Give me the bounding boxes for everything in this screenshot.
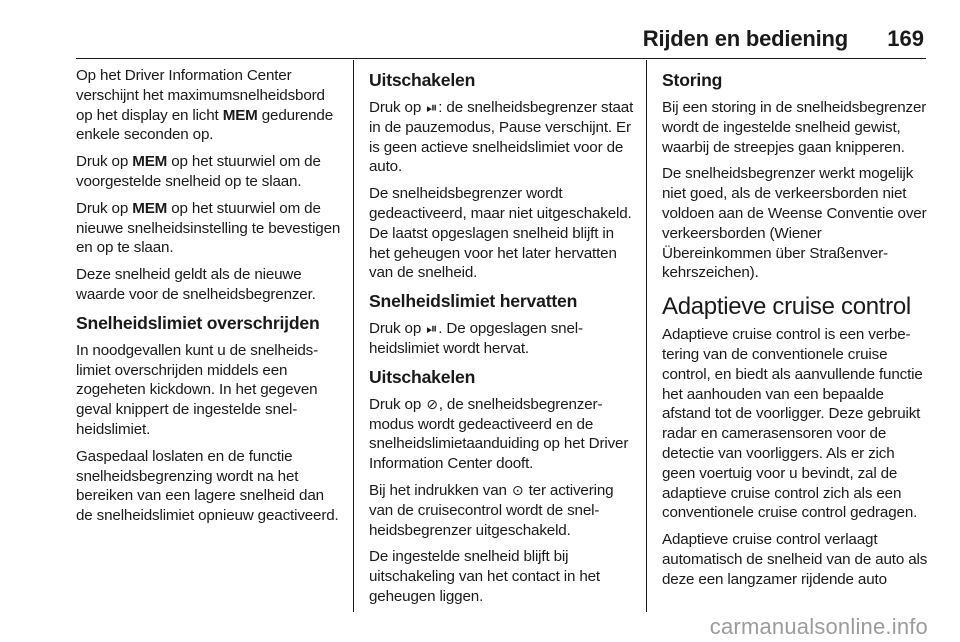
paragraph-mem-confirm: Druk op MEM op het stuurwiel om de nieuwe snelheidsinstelling te bevestigen en op te slaan. [76,199,341,257]
paragraph-cruise-activation: Bij het indrukken van ⊙ ter activering van de cruisecontrol wordt de snelheidsbegrenzer uitgeschakeld. [369,481,614,539]
paragraph-mem-display: Op het Driver Information Center verschijnt het maximumsnelheidsbord op het display en licht MEM gedurende enkele seconden op. [76,67,334,144]
paragraph-acc-slowdown: Adaptieve cruise control verlaagt automatisch de snelheid van de auto als deze een langzamer rijdende auto [662,531,928,588]
paragraph-kickdown: In noodgevallen kunt u de snelheidslimiet overschrijden middels een zogeheten kickdown. In het gegeven geval knippert de ingestelde snelheidslimiet. [76,341,319,438]
speed-limiter-resume-icon: ⏯ [426,320,438,337]
paragraph-acc-intro: Adaptieve cruise control is een verbetering van de conventionele cruise control, en biedt als aanvullende functie het aanhouden van een bepaalde afstand tot de voorligger. Deze gebruikt radar en camerasensoren voor de detectie van voorliggers. Als er zich geen voertuig voor u bevindt, zal de adaptieve cruise control zich als een conventionele cruise control gedragen. [662,326,923,522]
paragraph-new-value: Deze snelheid geldt als de nieuwe waarde voor de snelheidsbegrenzer. [76,266,316,303]
column-divider-2 [646,60,647,612]
heading-resume: Snelheidslimiet hervatten [369,291,578,312]
heading-override: Snelheidslimiet overschrijden [76,312,320,333]
mem-label: MEM [132,199,168,217]
cruise-control-icon: ⊙ [511,481,524,498]
heading-adaptive-cruise: Adaptieve cruise control [662,293,911,321]
paragraph-deactivated: De snelheidsbegrenzer wordt gedeactiveerd, maar niet uitgeschakeld. De laatst opgeslagen snelheid blijft in het geheugen voor het later hervatten van de snelheid. [369,185,632,282]
header-rule [76,58,926,59]
mem-label: MEM [222,106,258,124]
heading-switch-off-1: Uitschakelen [369,70,476,90]
column-2 [369,66,635,614]
header-title: Rijden en bediening [642,26,848,51]
page-header [0,26,960,56]
paragraph-reactivate: Gaspedaal loslaten en de functie snelheidsbegrenzing wordt na het bereiken van een lagere snelheid dan de snelheidslimiet opnieuw geactiveerd. [76,447,339,525]
paragraph-vienna-convention: De snelheidsbegrenzer werkt mogelijk niet goed, als de verkeersborden niet voldoen aan de Weense Conventie over verkeersborden (Wiener Übereinkommen über Straßenverkehrszeichen). [662,165,927,282]
paragraph-fault: Bij een storing in de snelheidsbegrenzer wordt de ingestelde snelheid gewist, waarbij de streepjes gaan knipperen. [662,99,927,156]
heading-switch-off-2: Uitschakelen [369,366,476,387]
page-number: 169 [887,26,924,51]
paragraph-off: Druk op ⊘, de snelheidsbegrenzermodus wordt gedeactiveerd en de snelheidslimietaanduiding op het Driver Information Center dooft. [369,395,629,473]
watermark: carmanualsonline.info [709,614,928,639]
speed-limiter-pause-icon: ⏯ [426,99,438,115]
paragraph-pause: Druk op ⏯: de snelheidsbegrenzer staat in de pauzemodus, Pause verschijnt. Er is geen actieve snelheidslimiet voor de auto. [369,99,634,176]
column-divider-1 [353,60,354,612]
paragraph-mem-save: Druk op MEM op het stuurwiel om de voorgestelde snelheid op te slaan. [76,153,321,190]
heading-fault: Storing [662,70,723,90]
paragraph-resume: Druk op ⏯. De opgeslagen snelheidslimiet wordt hervat. [369,320,584,357]
mem-label: MEM [132,153,168,171]
paragraph-memory: De ingestelde snelheid blijft bij uitschakeling van het contact in het geheugen liggen. [369,548,601,605]
column-1 [76,66,342,533]
speed-limiter-off-icon: ⊘ [426,395,438,412]
column-3 [662,66,928,597]
